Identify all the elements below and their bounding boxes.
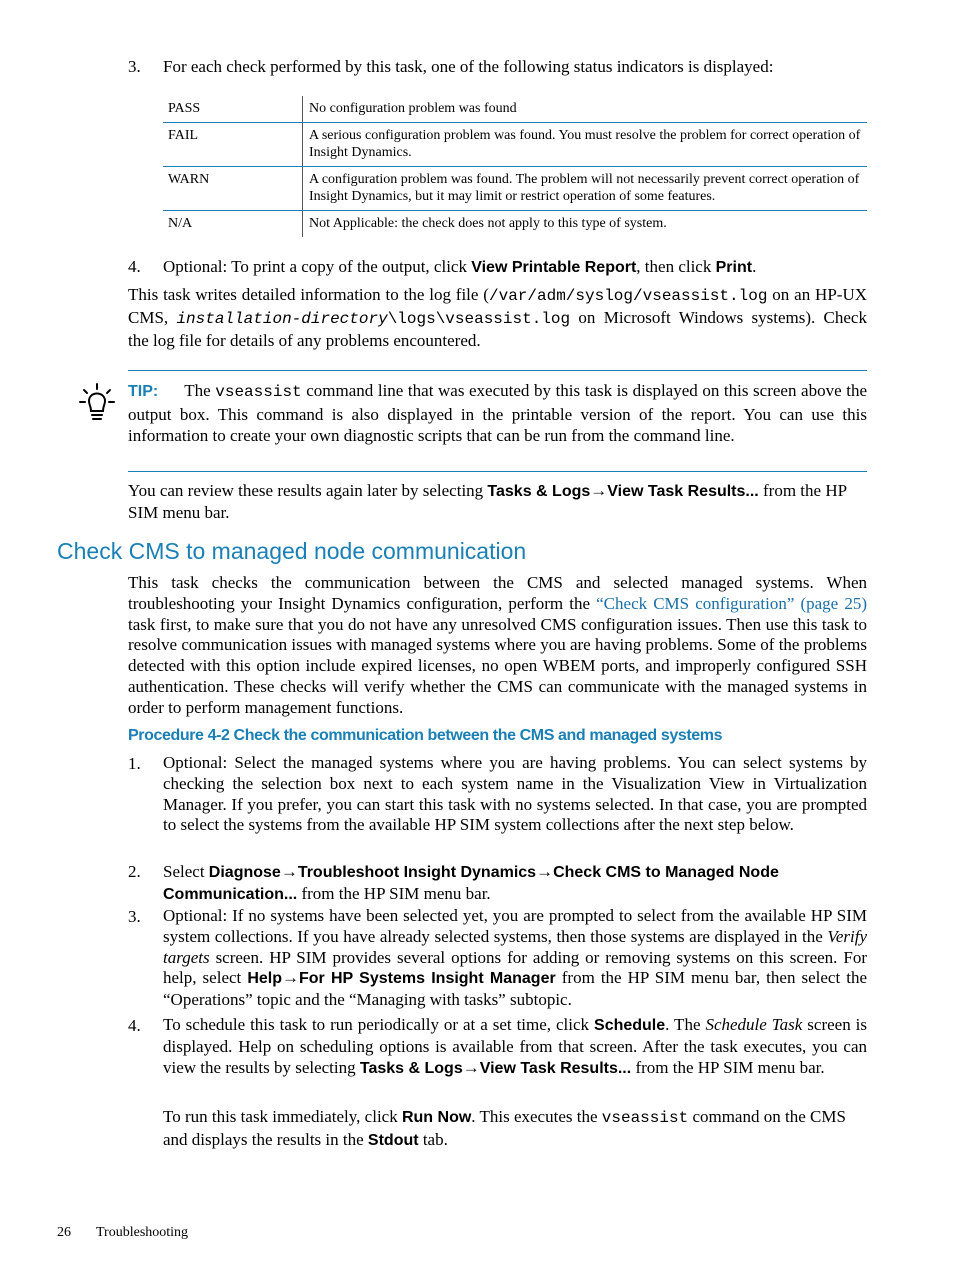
step-text: To schedule this task to run periodically or at a set time, click Schedule. The Schedule Task screen is displayed. Help on scheduling options is available from that screen. After the task executes, you can view the results by selecting Tasks & Logs→View Task Results... from the HP SIM menu bar. xyxy=(163,1015,867,1077)
step-text: Optional: To print a copy of the output, click View Printable Report, then click Print. xyxy=(163,257,757,276)
step-continuation-text: To run this task immediately, click Run Now. This executes the vseassist command on the CMS and displays the results in the Stdout tab. xyxy=(163,1107,846,1149)
step-text: Optional: If no systems have been selected yet, you are prompted to select from the available HP SIM system collections. If you have already selected systems, then those systems are displayed in the Verify targets screen. HP SIM provides several options for adding or removing systems on this screen. For help, select Help→For HP Systems Insight Manager from the HP SIM menu bar, then select the “Operations” topic and the “Managing with tasks” subtopic. xyxy=(163,906,868,1010)
footer-section-name: Troubleshooting xyxy=(96,1225,189,1240)
status-description: Not Applicable: the check does not apply to this type of system. xyxy=(309,216,667,231)
step-number: 3. xyxy=(128,907,141,926)
table-row xyxy=(163,96,867,123)
lightbulb-icon xyxy=(78,382,116,422)
table-row xyxy=(163,123,867,167)
step-number: 3. xyxy=(128,57,141,76)
status-code: PASS xyxy=(163,96,303,122)
step-text: For each check performed by this task, one of the following status indicators is displayed: xyxy=(163,57,774,76)
status-code: WARN xyxy=(163,167,303,210)
view-printable-report-ref: View Printable Report xyxy=(471,259,637,276)
step-number: 4. xyxy=(128,1016,141,1035)
review-paragraph: You can review these results again later by selecting Tasks & Logs→View Task Results... from the HP SIM menu bar. xyxy=(128,481,847,522)
intro-paragraph: This task checks the communication between the CMS and selected managed systems. When troubleshooting your Insight Dynamics configuration, perform the “Check CMS configuration” (page 25) task first, to make sure that you do not have any unresolved CMS configuration issues. Then use this task to resolve communication issues with managed systems where you are having problems. Some of the problems detected with this option include expired licenses, no open WBEM ports, and improperly configured SSH authentication. These checks will verify whether the CMS can communicate with the managed systems in order to perform management functions. xyxy=(128,573,867,717)
log-file-paragraph: This task writes detailed information to the log file (/var/adm/syslog/vseassist.log on an HP-UX CMS, installation-directory\logs\vseassist.log on Microsoft Windows systems). Check the log file for details of any problems encountered. xyxy=(128,285,868,350)
tip-top-rule xyxy=(128,370,867,371)
tip-bottom-rule xyxy=(128,471,867,472)
print-ref: Print xyxy=(715,259,753,276)
status-description: A configuration problem was found. The problem will not necessarily prevent correct operation of Insight Dynamics, but it may limit or restrict operation of some features. xyxy=(309,172,860,204)
status-code: FAIL xyxy=(163,123,303,166)
status-code: N/A xyxy=(163,211,303,237)
status-indicator-table xyxy=(163,96,867,237)
step-number: 1. xyxy=(128,754,141,773)
table-row xyxy=(163,167,867,211)
tip-text: TIP: The vseassist command line that was executed by this task is displayed on this screen above the output box. This command is also displayed in the printable version of the report. You can use this information to create your own diagnostic scripts that can be run from the command line. xyxy=(128,381,867,446)
tip-label: TIP: xyxy=(128,383,159,400)
step-text: Select Diagnose→Troubleshoot Insight Dynamics→Check CMS to Managed Node Communication... from the HP SIM menu bar. xyxy=(163,862,779,903)
status-description: No configuration problem was found xyxy=(309,101,517,116)
procedure-title: Procedure 4-2 Check the communication between the CMS and managed systems xyxy=(128,727,723,744)
section-title: Check CMS to managed node communication xyxy=(57,538,527,564)
check-cms-configuration-link[interactable]: “Check CMS configuration” (page 25) xyxy=(596,593,867,613)
step-number: 4. xyxy=(128,257,141,276)
step-text: Optional: Select the managed systems where you are having problems. You can select systems by checking the selection box next to each system name in the Visualization View in Virtualization Manager. If you prefer, you can start this task with no systems selected. In that case, you are prompted to select the systems from the available HP SIM system collections after the next step below. xyxy=(163,753,867,835)
status-description: A serious configuration problem was found. You must resolve the problem for correct operation of Insight Dynamics. xyxy=(309,128,861,160)
table-row xyxy=(163,211,867,237)
page-number: 26 xyxy=(57,1225,71,1240)
step-number: 2. xyxy=(128,862,141,881)
